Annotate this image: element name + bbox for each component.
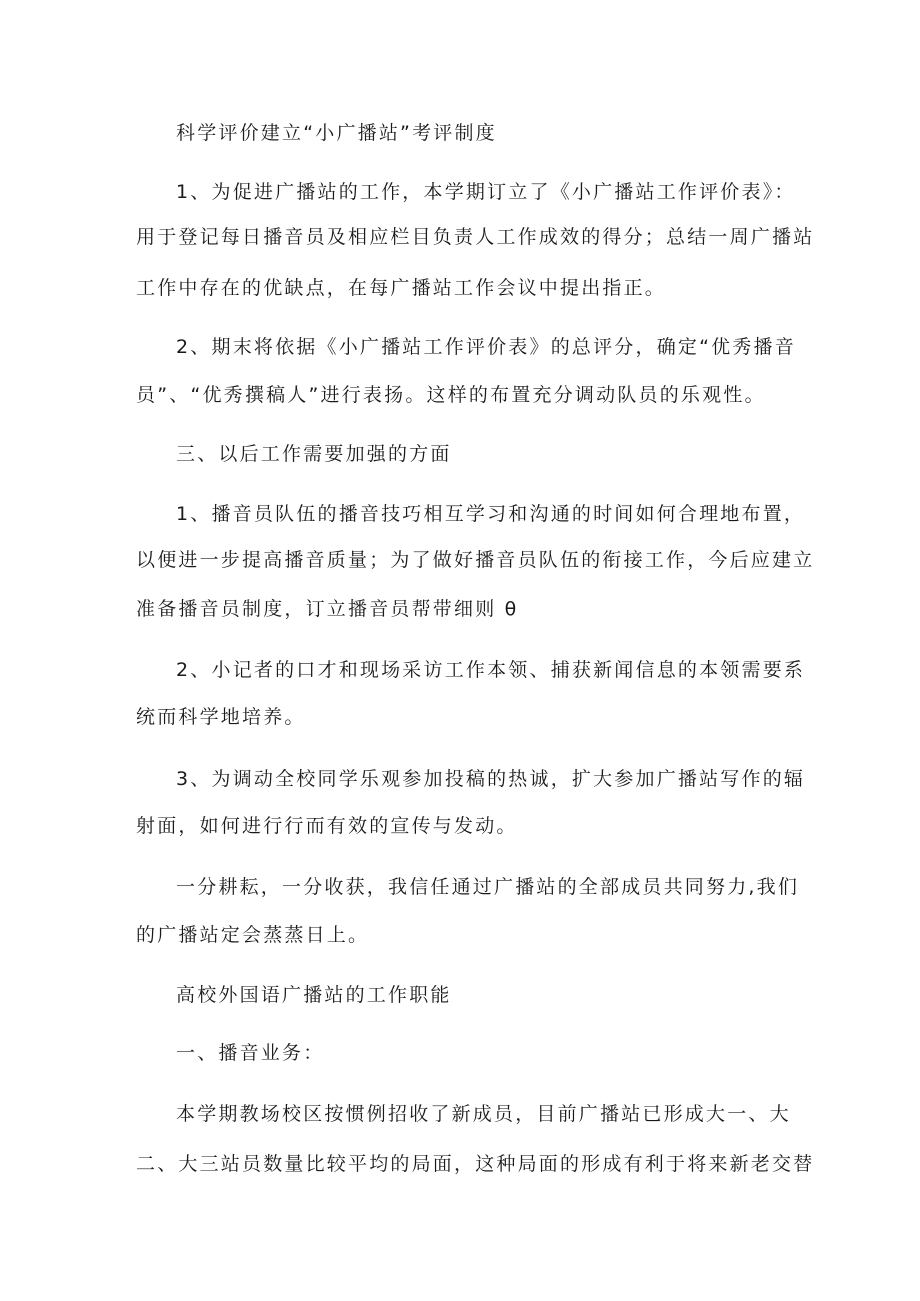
paragraph-line: 员”、“优秀撰稿人”进行表扬。这样的布置充分调动队员的乐观性。: [136, 384, 766, 406]
paragraph-line: 以便进一步提高播音质量；为了做好播音员队伍的衔接工作，今后应建立: [136, 549, 815, 571]
paragraph-line: 本学期教场校区按惯例招收了新成员，目前广播站已形成大一、大: [176, 1103, 791, 1125]
paragraph-line: 二、大三站员数量比较平均的局面，这种局面的形成有利于将来新老交替: [136, 1153, 815, 1175]
paragraph-line: 一分耕耘，一分收获，我信任通过广播站的全部成员共同努力,我们: [176, 876, 800, 898]
paragraph-line: 统而科学地培养。: [136, 706, 306, 728]
paragraph-line: 1、播音员队伍的播音技巧相互学习和沟通的时间如何合理地布置，: [176, 503, 806, 525]
section-heading-evaluation: 科学评价建立“小广播站”考评制度: [176, 122, 497, 144]
paragraph-line: 3、为调动全校同学乐观参加投稿的热诚，扩大参加广播站写作的辐: [176, 768, 806, 790]
section-heading-broadcast-business: 一、播音业务：: [176, 1042, 325, 1064]
paragraph-line: 准备播音员制度，订立播音员帮带细则 θ: [136, 598, 519, 620]
section-heading-radio-functions: 高校外国语广播站的工作职能: [176, 984, 452, 1006]
paragraph-line: 工作中存在的优缺点，在每广播站工作会议中提出指正。: [136, 277, 667, 299]
paragraph-line: 2、期末将依据《小广播站工作评价表》的总评分，确定“优秀播音: [176, 336, 796, 358]
paragraph-line: 的广播站定会蒸蒸日上。: [136, 924, 370, 946]
paragraph-line: 射面，如何进行行而有效的宣传与发动。: [136, 815, 518, 837]
section-heading-improvements: 三、以后工作需要加强的方面: [176, 443, 452, 465]
paragraph-line: 1、为促进广播站的工作，本学期订立了《小广播站工作评价表》：: [176, 181, 796, 203]
paragraph-line: 2、小记者的口才和现场采访工作本领、捕获新闻信息的本领需要系: [176, 659, 806, 681]
paragraph-line: 用于登记每日播音员及相应栏目负责人工作成效的得分；总结一周广播站: [136, 226, 815, 248]
